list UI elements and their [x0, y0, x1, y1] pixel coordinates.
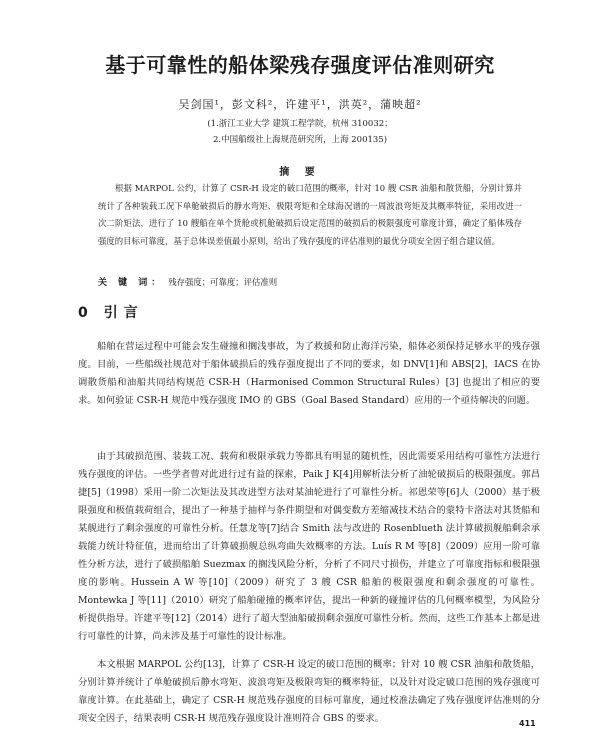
affiliation-2: 2.中国船级社上海规范研究所，上海 200135) — [212, 135, 388, 145]
section-name: 引言 — [103, 305, 144, 321]
keywords-line — [98, 275, 522, 288]
keywords-text: 残存强度；可靠度；评估准则 — [168, 277, 278, 287]
paper-title: 基于可靠性的船体梁残存强度评估准则研究 — [105, 53, 495, 77]
section-heading — [78, 302, 144, 322]
abstract-text: 根据 MARPOL 公约，计算了 CSR-H 设定的破口范围的概率，针对 10 艘 CSR 油船和散货船，分别计算并统计了各种装载工况下单舱破损后的静水弯矩、极限弯矩和全球海况谱的一周波浪弯矩及其概率特征，采用改进一次二阶矩法，进行了 10 艘船在单个货舱或机舱破损后设定范围的破损后的极限强度可靠度计算，确定了船体残存强度的目标可靠度，基于总体误差值最小原则，给出了残存强度的评估准则的最优分项安全因子组合建议值。 — [98, 183, 522, 246]
affiliation-1: (1.浙江工业大学 建筑工程学院，杭州 310032； — [207, 119, 393, 129]
body-paragraph: 由于其破损范围、装载工况、载荷和极限承载力等都具有明显的随机性，因此需要采用结构可靠性方法进行残存强度的评估。一些学者曾对此进行过有益的探索，Paik J K[4]用解析法分析了油轮破损后的极限强度。郭昌捷[5]（1998）采用一阶二次矩法及其改进型方法对某油轮进行了可靠性分析。祁恩荣等[6]人（2000）基于极限强度和极值载荷组合，提出了一种基于抽样与条件期望和对偶变数方差缩减技术结合的蒙特卡洛法对其货船和某舰进行了剩余强度的可靠性分析。任慧龙等[7]结合 Smith 法与改进的 Rosenblueth 法计算破损舰船剩余承载能力统计特征值，进而给出了计算破损舰总纵弯曲失效概率的方法。Luís R M 等[8]（2009）应用一阶可靠性分析方法，进行了破损船舶 Suezmax 的搁浅风险分析，分析了不同尺寸损伤，并建立了可靠度指标和极限强度的影响。Hussein A W 等[10]（2009）研究了 3 艘 CSR 船舶的极限强度和剩余强度的可靠性。Montewka J 等[11]（2010）研究了船舶碰撞的概率评估，提出一种新的碰撞评估的几何概率模型，为风险分析提供指导。许建平等[12]（2014）进行了超大型油船破损剩余强度可靠性分析。然而，这些工作基本上都是进行可靠性的计算，尚未涉及基于可靠性的设计标准。 — [78, 451, 540, 642]
page-number: 411 — [519, 719, 536, 728]
keywords-label: 关 键 词： — [98, 278, 165, 288]
abstract-heading: 摘 要 — [279, 167, 321, 178]
body-paragraph: 本文根据 MARPOL 公约[13]，计算了 CSR-H 设定的破口范围的概率；针对 10 艘 CSR 油船和散货船，分别计算并统计了单舱破损后静水弯矩、波浪弯矩及极限弯矩的概率特征，以及针对设定破口范围的残存强度可靠度计算。在此基础上，确定了 CSR-H 规范残存强度的目标可靠度，通过校准法确定了残存强度评估准则的分项安全因子，结果表明 CSR-H 规范残存强度设计准则符合 GBS 的要求。 — [78, 659, 540, 724]
author-list: 吴剑国¹，彭文科²，许建平¹，洪英²，蒲映超² — [178, 98, 422, 111]
section-number: 0 — [78, 305, 88, 321]
body-paragraph: 船舶在营运过程中可能会发生碰撞和搁浅事故，为了救援和防止海洋污染，船体必须保持足够水平的残存强度。目前，一些船级社规范对于船体破损后的残存强度提出了不同的要求，如 DNV[1]和 ABS[2]，IACS 在协调散货船和油船共同结构规范 CSR-H（Harmonised Common Structural Rules）[3] 也提出了相应的要求。如何验证 CSR-H 规范中残存强度 IMO 的 GBS（Goal Based Standard）应用的一个亟待解决的问题。 — [78, 341, 540, 406]
